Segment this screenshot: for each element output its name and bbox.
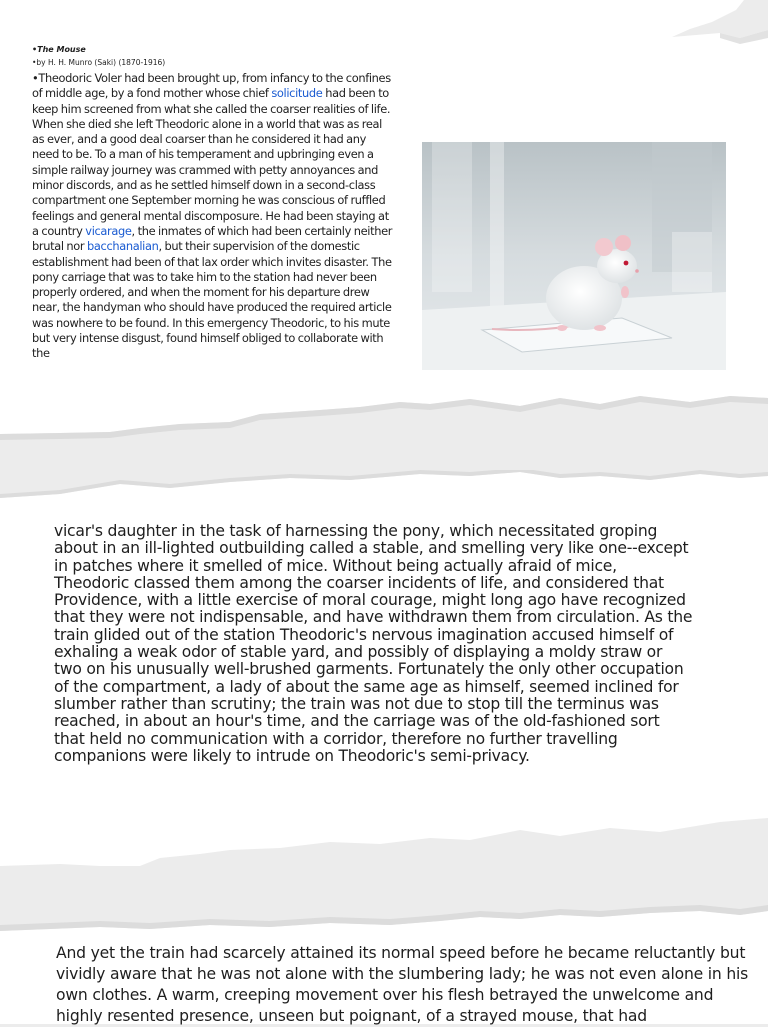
slide1-text-block [32,44,394,362]
white-mouse-photo [422,142,726,370]
link-bacchanalian[interactable]: bacchanalian [87,239,159,254]
link-solicitude[interactable]: solicitude [271,86,323,101]
story-title: •The Mouse [32,45,86,54]
slide1-text-part-3: , the inmates of which had been certainly neither brutal nor [32,223,393,254]
slide1-text-part-1: •Theodoric Voler had been brought up, from infancy to the confines of middle age, by a fond mother whose chief [32,71,391,101]
slide3-paragraph: And yet the train had scarcely attained its normal speed before he became reluctantly but vividly aware that he was not alone with the slumbering lady; he was not even alone in his own clothes. A warm, creeping movement over his flesh betrayed the unwelcome and highly resented presence, unseen but poignant, of a strayed mouse, that had [56,944,749,1025]
link-vicarage[interactable]: vicarage [85,223,132,238]
slide1-paragraph [32,71,394,362]
story-author: •by H. H. Munro (Saki) (1870-1916) [32,58,166,67]
slide1-text-part-4: , but their supervision of the domestic establishment had been of that lax order which invites disaster. The pony carriage that was to take him to the station had never been properly ordered, and when the moment for his departure drew near, the handyman who should have produced the required article was nowhere to be found. In this emergency Theodoric, to his mute but very intense disgust, found himself obliged to collaborate with the [32,239,392,361]
slide2-paragraph: vicar's daughter in the task of harnessing the pony, which necessitated groping about in an ill-lighted outbuilding called a stable, and smelling very like one--except in patches where it smelled of mice. Without being actually afraid of mice, Theodoric classed them among the coarser incidents of life, and considered that Providence, with a little exercise of moral courage, might long ago have recognized that they were not indispensable, and have withdrawn them from circulation. As the train glided out of the station Theodoric's nervous imagination accused himself of exhaling a weak odor of stable yard, and possibly of displaying a moldy straw or two on his unusually well-brushed garments. Fortunately the only other occupation of the compartment, a lady of about the same age as himself, seemed inclined for slumber rather than scrutiny; the train was not due to stop till the terminus was reached, in about an hour's time, and the carriage was of the old-fashioned sort that held no communication with a corridor, therefore no further travelling companions were likely to intrude on Theodoric's semi-privacy. [54,522,693,765]
slide1-text-part-2: had been to keep him screened from what she called the coarser realities of life. When she died she left Theodoric alone in a world that was as real as ever, and a good deal coarser than he considered it had any need to be. To a man of his temperament and upbringing even a simple railway journey was crammed with petty annoyances and minor discords, and as he settled himself down in a second-class compartment one September morning he was conscious of ruffled feelings and general mental discomposure. He had been staying at a country [32,86,391,238]
